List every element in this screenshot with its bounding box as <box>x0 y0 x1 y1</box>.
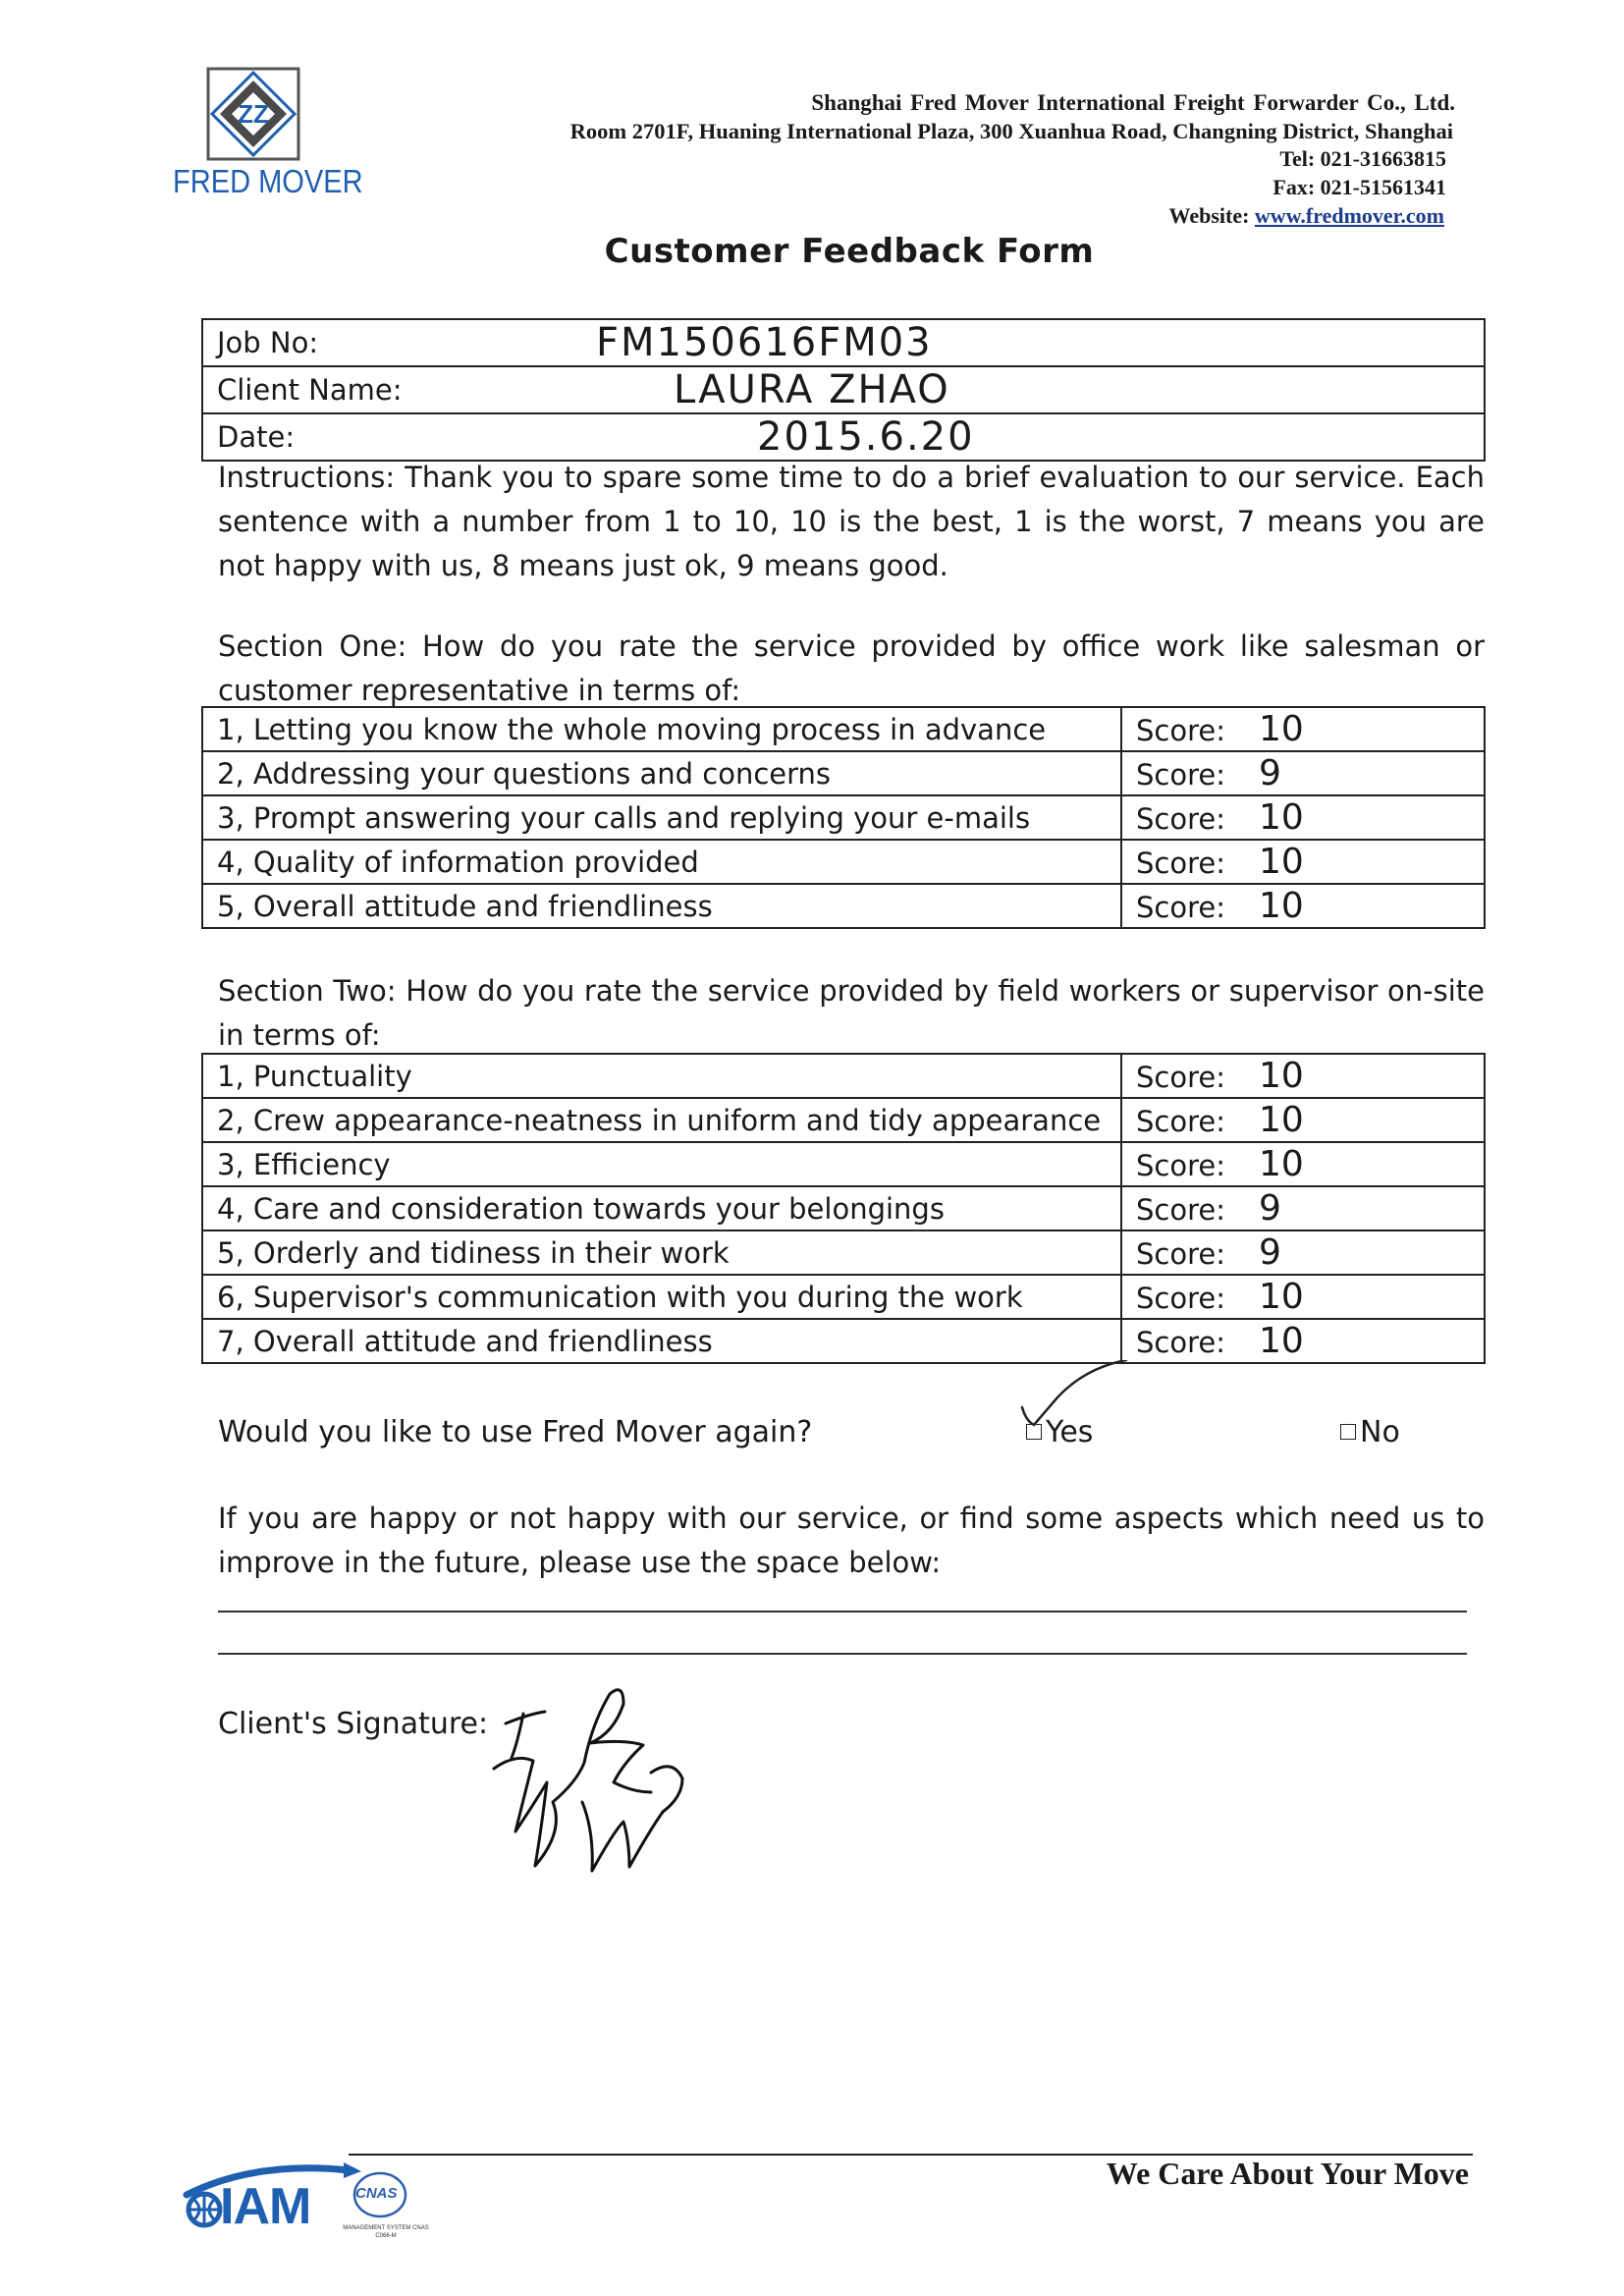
score-cell <box>1121 1186 1485 1230</box>
question-cell: 1, Punctuality <box>202 1054 1121 1098</box>
client-name-value <box>462 366 1485 413</box>
table-row <box>202 1230 1485 1275</box>
score-label: Score: <box>1136 1193 1225 1227</box>
date-label: Date: <box>202 413 462 461</box>
section-one-intro: Section One: How do you rate the service provided by office work like salesman or customer representative in terms of: <box>218 629 1485 707</box>
question-cell: 3, Efficiency <box>202 1142 1121 1186</box>
score-value: 10 <box>1259 797 1304 838</box>
score-label: Score: <box>1136 1326 1225 1359</box>
job-info-table <box>201 318 1486 462</box>
score-cell <box>1121 795 1485 840</box>
question-cell: 4, Quality of information provided <box>202 840 1121 884</box>
website-label: Website: <box>1168 203 1250 228</box>
score-cell <box>1121 1054 1485 1098</box>
client-name-label: Client Name: <box>202 366 462 413</box>
score-cell <box>1121 1230 1485 1275</box>
score-cell <box>1121 707 1485 751</box>
client-signature <box>476 1684 702 1890</box>
score-value: 10 <box>1259 709 1304 749</box>
score-value: 10 <box>1259 1056 1304 1096</box>
date-row <box>202 413 1485 461</box>
table-row <box>202 1098 1485 1142</box>
checkmark-icon <box>1016 1360 1134 1458</box>
score-value: 9 <box>1259 1232 1281 1273</box>
score-label: Score: <box>1136 847 1225 880</box>
question-cell: 2, Crew appearance-neatness in uniform and tidy appearance <box>202 1098 1121 1142</box>
score-cell <box>1121 1275 1485 1319</box>
website-link[interactable]: www.fredmover.com <box>1254 203 1444 228</box>
score-value: 10 <box>1259 886 1304 926</box>
table-row <box>202 1319 1485 1363</box>
fred-mover-logo-icon <box>206 67 300 161</box>
question-cell: 6, Supervisor's communication with you during the work <box>202 1275 1121 1319</box>
instructions-text: Instructions: Thank you to spare some time to do a brief evaluation to our service. Each sentence with a number from 1 to 10, 10 is the best, 1 is the worst, 7 means you are not happy with us, 8 means just ok, 9 means good. <box>218 461 1485 582</box>
score-label: Score: <box>1136 1149 1225 1182</box>
table-row <box>202 884 1485 928</box>
table-row <box>202 1275 1485 1319</box>
question-cell: 5, Orderly and tidiness in their work <box>202 1230 1121 1275</box>
use-again-question: Would you like to use Fred Mover again? <box>218 1415 813 1449</box>
no-checkbox[interactable] <box>1340 1424 1356 1440</box>
question-cell: 1, Letting you know the whole moving process in advance <box>202 707 1121 751</box>
table-row <box>202 1054 1485 1098</box>
score-value: 9 <box>1259 1188 1281 1229</box>
date-value <box>462 413 1485 461</box>
cnas-subtext: MANAGEMENT SYSTEM CNAS C066-M <box>343 2225 429 2239</box>
section-one-table <box>201 706 1486 929</box>
comment-line[interactable] <box>218 1653 1467 1655</box>
score-label: Score: <box>1136 1282 1225 1315</box>
comment-line[interactable] <box>218 1611 1467 1613</box>
form-title: Customer Feedback Form <box>604 232 1095 271</box>
score-label: Score: <box>1136 802 1225 836</box>
iam-text: IAM <box>220 2178 311 2235</box>
score-value: 10 <box>1259 1144 1304 1184</box>
date-handwritten: 2015.6.20 <box>757 414 975 460</box>
section-two-table <box>201 1053 1486 1364</box>
question-cell: 5, Overall attitude and friendliness <box>202 884 1121 928</box>
score-label: Score: <box>1136 714 1225 747</box>
question-cell: 2, Addressing your questions and concerns <box>202 751 1121 795</box>
signature-label: Client's Signature: <box>218 1707 489 1741</box>
cnas-text: CNAS <box>355 2185 398 2202</box>
company-address: Room 2701F, Huaning International Plaza, 300 Xuanhua Road, Changning District, Shanghai <box>569 119 1453 143</box>
score-label: Score: <box>1136 891 1225 924</box>
table-row <box>202 1142 1485 1186</box>
score-cell <box>1121 751 1485 795</box>
job-no-row <box>202 319 1485 366</box>
company-website <box>1169 203 1444 229</box>
table-row <box>202 707 1485 751</box>
score-cell <box>1121 1142 1485 1186</box>
score-label: Score: <box>1136 1105 1225 1138</box>
score-label: Score: <box>1136 1061 1225 1094</box>
improve-prompt: If you are happy or not happy with our service, or find some aspects which need us to improve in the future, please use the space below: <box>218 1502 1485 1579</box>
no-option[interactable] <box>1340 1415 1400 1449</box>
question-cell: 3, Prompt answering your calls and replying your e-mails <box>202 795 1121 840</box>
score-value: 10 <box>1259 1321 1304 1361</box>
yes-label: Yes <box>1046 1415 1094 1449</box>
table-row <box>202 795 1485 840</box>
logo-text: FRED MOVER <box>173 163 363 199</box>
score-cell <box>1121 1319 1485 1363</box>
svg-text:ZZ: ZZ <box>238 99 269 129</box>
no-label: No <box>1360 1415 1400 1449</box>
job-no-handwritten: FM150616FM03 <box>596 320 933 365</box>
score-value: 10 <box>1259 1277 1304 1317</box>
question-cell: 7, Overall attitude and friendliness <box>202 1319 1121 1363</box>
company-tel: Tel: 021-31663815 <box>1279 146 1446 171</box>
score-label: Score: <box>1136 758 1225 792</box>
score-value: 9 <box>1259 753 1281 793</box>
score-cell <box>1121 1098 1485 1142</box>
score-cell <box>1121 840 1485 884</box>
table-row <box>202 751 1485 795</box>
table-row <box>202 840 1485 884</box>
section-two-intro: Section Two: How do you rate the service provided by field workers or supervisor on-site in terms of: <box>218 974 1485 1052</box>
client-name-row <box>202 366 1485 413</box>
client-name-handwritten: LAURA ZHAO <box>674 367 950 412</box>
footer-slogan: We Care About Your Move <box>1106 2156 1469 2191</box>
score-value: 10 <box>1259 1100 1304 1140</box>
score-label: Score: <box>1136 1237 1225 1271</box>
question-cell: 4, Care and consideration towards your belongings <box>202 1186 1121 1230</box>
score-value: 10 <box>1259 842 1304 882</box>
company-name: Shanghai Fred Mover International Freight Forwarder Co., Ltd. <box>811 90 1455 115</box>
table-row <box>202 1186 1485 1230</box>
job-no-label: Job No: <box>202 319 462 366</box>
company-fax: Fax: 021-51561341 <box>1272 175 1446 199</box>
score-cell <box>1121 884 1485 928</box>
job-no-value <box>462 319 1485 366</box>
